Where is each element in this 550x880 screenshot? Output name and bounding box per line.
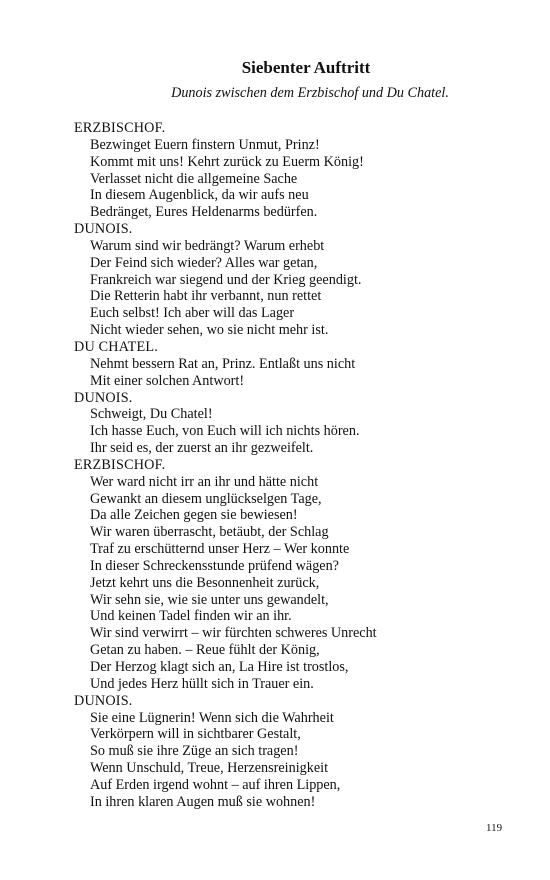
verse-line: Euch selbst! Ich aber will das Lager — [90, 305, 295, 322]
verse-line: Wenn Unschuld, Treue, Herzensreinigkeit — [90, 760, 329, 777]
page-number: 119 — [486, 822, 503, 834]
verse-line: In dieser Schreckensstunde prüfend wägen? — [90, 557, 339, 574]
verse-line: Wir waren überrascht, betäubt, der Schlag — [90, 524, 329, 541]
verse-line: Wer ward nicht irr an ihr und hätte nicht — [90, 473, 319, 490]
speaker-name: DU CHATEL. — [74, 338, 158, 355]
verse-line: Schweigt, Du Chatel! — [90, 406, 213, 423]
verse-line: Mit einer solchen Antwort! — [90, 372, 245, 389]
speaker-name: ERZBISCHOF. — [74, 456, 166, 473]
verse-line: Die Retterin habt ihr verbannt, nun rettet — [90, 288, 322, 305]
verse-line: Nicht wieder sehen, wo sie nicht mehr ist. — [90, 322, 329, 339]
verse-line: Verlasset nicht die allgemeine Sache — [90, 170, 298, 187]
verse-line: Verkörpern will in sichtbarer Gestalt, — [90, 726, 301, 743]
verse-line: Getan zu haben. – Reue fühlt der König, — [90, 642, 320, 659]
verse-line: Frankreich war siegend und der Krieg geendigt. — [90, 271, 362, 288]
verse-line: Nehmt bessern Rat an, Prinz. Entlaßt uns nicht — [90, 355, 356, 372]
verse-line: Und jedes Herz hüllt sich in Trauer ein. — [90, 675, 314, 692]
speaker-name: DUNOIS. — [74, 221, 133, 238]
verse-line: So muß sie ihre Züge an sich tragen! — [90, 743, 299, 760]
verse-line: Jetzt kehrt uns die Besonnenheit zurück, — [90, 574, 320, 591]
verse-line: Ihr seid es, der zuerst an ihr gezweifelt. — [90, 440, 314, 457]
speaker-name: ERZBISCHOF. — [74, 120, 166, 136]
verse-line: Wir sind verwirrt – wir fürchten schweres Unrecht — [90, 625, 377, 642]
verse-line: Da alle Zeichen gegen sie bewiesen! — [90, 507, 298, 524]
verse-line: In diesem Augenblick, da wir aufs neu — [90, 187, 309, 204]
verse-line: Bezwinget Euern finstern Unmut, Prinz! — [90, 136, 320, 153]
verse-line: Ich hasse Euch, von Euch will ich nichts hören. — [90, 423, 360, 440]
verse-line: Wir sehn sie, wie sie unter uns gewandelt, — [90, 591, 329, 608]
verse-line: Warum sind wir bedrängt? Warum erhebt — [90, 237, 325, 254]
verse-line: In ihren klaren Augen muß sie wohnen! — [90, 793, 316, 810]
verse-line: Bedränget, Eures Heldenarms bedürfen. — [90, 204, 318, 221]
speaker-name: DUNOIS. — [74, 692, 133, 709]
scene-subtitle: Dunois zwischen dem Erzbischof und Du Chatel. — [171, 85, 449, 101]
scene-title: Siebenter Auftritt — [241, 58, 371, 77]
verse-line: Kommt mit uns! Kehrt zurück zu Euerm König! — [90, 153, 364, 170]
verse-line: Auf Erden irgend wohnt – auf ihren Lippen, — [90, 776, 341, 793]
verse-line: Der Herzog klagt sich an, La Hire ist trostlos, — [90, 659, 349, 675]
verse-line: Und keinen Tadel finden wir an ihr. — [90, 608, 292, 625]
speaker-name: DUNOIS. — [74, 389, 133, 406]
verse-line: Gewankt an diesem unglückselgen Tage, — [90, 490, 322, 507]
verse-line: Traf zu erschütternd unser Herz – Wer konnte — [90, 541, 350, 558]
verse-line: Sie eine Lügnerin! Wenn sich die Wahrheit — [90, 709, 334, 726]
dialogue-text — [74, 120, 494, 811]
verse-line: Der Feind sich wieder? Alles war getan, — [90, 254, 318, 271]
